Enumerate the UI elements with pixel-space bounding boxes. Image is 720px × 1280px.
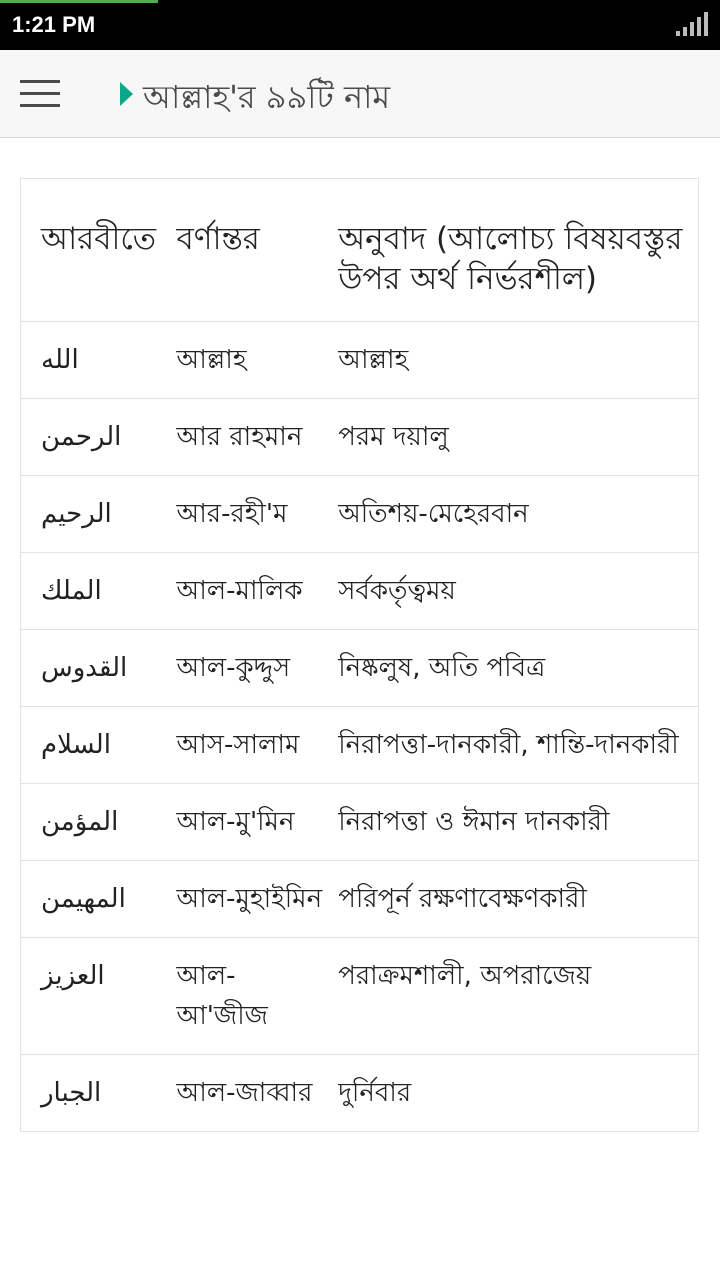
cell-arabic: الملك: [21, 553, 173, 630]
cell-translation: অতিশয়-মেহেরবান: [332, 476, 698, 553]
cell-transliteration: আল-মালিক: [172, 553, 332, 630]
names-table-container[interactable]: [20, 178, 699, 1280]
title-arrow-icon: [120, 82, 133, 106]
table-row: [21, 938, 699, 1055]
cell-arabic: المؤمن: [21, 784, 173, 861]
cell-translation: পরাক্রমশালী, অপরাজেয়: [332, 938, 698, 1055]
cell-arabic: العزيز: [21, 938, 173, 1055]
page-title: আল্লাহ'র ৯৯টি নাম: [143, 78, 391, 116]
cell-translation: পরিপূর্ন রক্ষণাবেক্ষণকারী: [332, 861, 698, 938]
cell-transliteration: আর রাহমান: [172, 399, 332, 476]
cell-arabic: الرحيم: [21, 476, 173, 553]
header-transliteration: বর্ণান্তর: [172, 179, 332, 322]
table-row: [21, 861, 699, 938]
table-header-row: [21, 179, 699, 322]
cell-translation: আল্লাহ: [332, 322, 698, 399]
cell-arabic: القدوس: [21, 630, 173, 707]
status-bar: [0, 0, 720, 50]
cell-arabic: المهيمن: [21, 861, 173, 938]
cell-arabic: الرحمن: [21, 399, 173, 476]
names-table: [20, 178, 699, 1132]
table-row: [21, 1055, 699, 1132]
cell-transliteration: আল-কুদ্দুস: [172, 630, 332, 707]
cell-transliteration: আর-রহী'ম: [172, 476, 332, 553]
signal-bars-icon: [676, 12, 708, 36]
cell-transliteration: আল্লাহ: [172, 322, 332, 399]
app-bar: [0, 50, 720, 138]
table-row: [21, 707, 699, 784]
table-row: [21, 399, 699, 476]
header-translation: অনুবাদ (আলোচ্য বিষয়বস্তুর উপর অর্থ নির্ভরশীল): [332, 179, 698, 322]
cell-translation: সর্বকর্তৃত্বময়: [332, 553, 698, 630]
hamburger-menu-icon[interactable]: [20, 80, 60, 108]
header-arabic: আরবীতে: [21, 179, 173, 322]
page-load-progress: [0, 0, 158, 3]
cell-transliteration: আস-সালাম: [172, 707, 332, 784]
cell-translation: নিরাপত্তা-দানকারী, শান্তি-দানকারী: [332, 707, 698, 784]
cell-arabic: الجبار: [21, 1055, 173, 1132]
cell-arabic: السلام: [21, 707, 173, 784]
cell-translation: পরম দয়ালু: [332, 399, 698, 476]
cell-transliteration: আল-মু'মিন: [172, 784, 332, 861]
table-row: [21, 553, 699, 630]
table-row: [21, 476, 699, 553]
cell-transliteration: আল-জাব্বার: [172, 1055, 332, 1132]
cell-translation: নিরাপত্তা ও ঈমান দানকারী: [332, 784, 698, 861]
table-row: [21, 784, 699, 861]
status-time: 1:21 PM: [12, 12, 96, 37]
table-row: [21, 630, 699, 707]
table-row: [21, 322, 699, 399]
cell-transliteration: আল-আ'জীজ: [172, 938, 332, 1055]
cell-transliteration: আল-মুহাইমিন: [172, 861, 332, 938]
cell-translation: দুর্নিবার: [332, 1055, 698, 1132]
cell-arabic: الله: [21, 322, 173, 399]
cell-translation: নিষ্কলুষ, অতি পবিত্র: [332, 630, 698, 707]
